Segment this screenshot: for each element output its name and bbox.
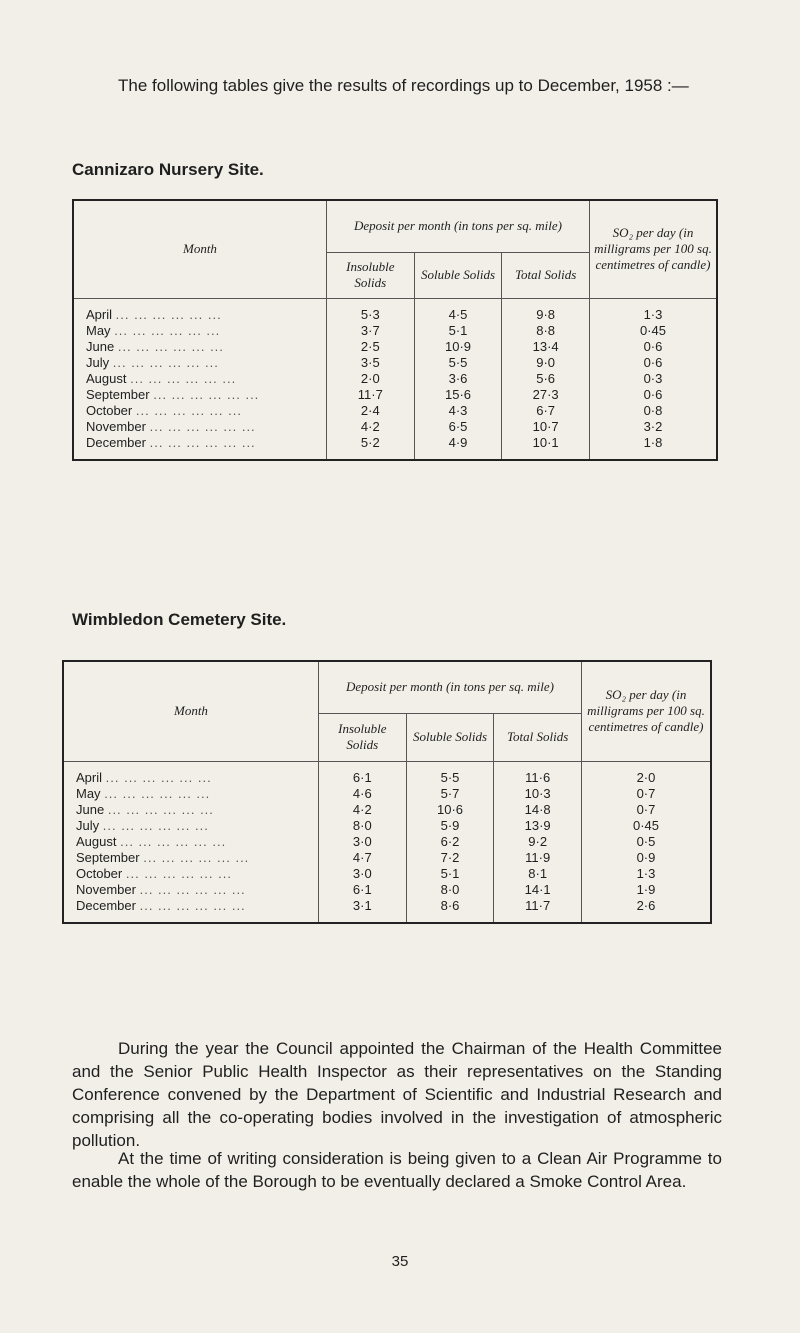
soluble-cell: 7·2 xyxy=(406,850,494,866)
month-cell: July xyxy=(76,817,100,833)
month-cell: May xyxy=(86,322,111,338)
insoluble-cell: 3·7 xyxy=(326,323,414,339)
paragraph-clean-air: At the time of writing consideration is being given to a Clean Air Programme to enable the whole of the Borough to be eventually declared a Smoke Control Area. xyxy=(72,1149,722,1191)
table-row: April ... ... ... ... ... ... 6·1 5·5 11·6 2·0 xyxy=(63,761,711,786)
insoluble-header: Insoluble Solids xyxy=(326,252,414,298)
so2-cell: 0·6 xyxy=(589,339,717,355)
insoluble-cell: 6·1 xyxy=(318,761,406,786)
soluble-cell: 4·9 xyxy=(414,435,502,460)
total-cell: 27·3 xyxy=(502,387,590,403)
so2-cell: 1·9 xyxy=(581,882,711,898)
month-cell: December xyxy=(86,434,146,450)
soluble-cell: 6·2 xyxy=(406,834,494,850)
table-row: May ... ... ... ... ... ... 3·7 5·1 8·8 0·45 xyxy=(73,323,717,339)
total-cell: 9·0 xyxy=(502,355,590,371)
soluble-header: Soluble Solids xyxy=(406,713,494,761)
so2-cell: 1·3 xyxy=(589,298,717,323)
insoluble-cell: 3·5 xyxy=(326,355,414,371)
total-cell: 9·2 xyxy=(494,834,582,850)
month-cell: November xyxy=(86,418,146,434)
total-cell: 13·9 xyxy=(494,818,582,834)
so2-header: SO₂ per day (in milligrams per 100 sq. centimetres of candle) xyxy=(589,200,717,298)
total-cell: 14·8 xyxy=(494,802,582,818)
insoluble-cell: 11·7 xyxy=(326,387,414,403)
soluble-header: Soluble Solids xyxy=(414,252,502,298)
total-cell: 11·9 xyxy=(494,850,582,866)
total-cell: 13·4 xyxy=(502,339,590,355)
insoluble-cell: 2·0 xyxy=(326,371,414,387)
table-row: April ... ... ... ... ... ... 5·3 4·5 9·8 1·3 xyxy=(73,298,717,323)
soluble-cell: 8·6 xyxy=(406,898,494,923)
month-header: Month xyxy=(63,661,318,761)
so2-header: SO₂ per day (in milligrams per 100 sq. centimetres of candle) xyxy=(581,661,711,761)
total-cell: 8·1 xyxy=(494,866,582,882)
month-cell: December xyxy=(76,897,136,913)
month-cell: August xyxy=(76,833,117,849)
total-cell: 14·1 xyxy=(494,882,582,898)
table-row: August ... ... ... ... ... ... 2·0 3·6 5·6 0·3 xyxy=(73,371,717,387)
soluble-cell: 5·9 xyxy=(406,818,494,834)
month-header: Month xyxy=(73,200,326,298)
insoluble-cell: 3·0 xyxy=(318,866,406,882)
insoluble-header: Insoluble Solids xyxy=(318,713,406,761)
so2-cell: 2·0 xyxy=(581,761,711,786)
table-row: December ... ... ... ... ... ... 3·1 8·6 11·7 2·6 xyxy=(63,898,711,923)
table-row: September ... ... ... ... ... ... 4·7 7·2 11·9 0·9 xyxy=(63,850,711,866)
month-cell: September xyxy=(86,386,150,402)
so2-cell: 1·3 xyxy=(581,866,711,882)
table-row: July ... ... ... ... ... ... 3·5 5·5 9·0 0·6 xyxy=(73,355,717,371)
so2-cell: 0·8 xyxy=(589,403,717,419)
so2-cell: 0·5 xyxy=(581,834,711,850)
deposit-header: Deposit per month (in tons per sq. mile) xyxy=(318,661,581,713)
table-row: July ... ... ... ... ... ... 8·0 5·9 13·9 0·45 xyxy=(63,818,711,834)
month-cell: June xyxy=(76,801,105,817)
total-cell: 9·8 xyxy=(502,298,590,323)
total-cell: 11·6 xyxy=(494,761,582,786)
month-cell: November xyxy=(76,881,136,897)
month-cell: May xyxy=(76,785,101,801)
insoluble-cell: 6·1 xyxy=(318,882,406,898)
so2-cell: 0·7 xyxy=(581,786,711,802)
total-cell: 10·3 xyxy=(494,786,582,802)
total-cell: 8·8 xyxy=(502,323,590,339)
soluble-cell: 4·5 xyxy=(414,298,502,323)
table-row: November ... ... ... ... ... ... 4·2 6·5 10·7 3·2 xyxy=(73,419,717,435)
table-row: June ... ... ... ... ... ... 2·5 10·9 13·4 0·6 xyxy=(73,339,717,355)
paragraph-standing-conference: During the year the Council appointed the Chairman of the Health Committee and the Senior Public Health Inspector as their representatives on the Standing Conference convened by the Department of Scientific and Industrial Research and comprising all the co-operating bodies involved in the investigation of atmospheric pollution. xyxy=(72,1039,722,1150)
soluble-cell: 10·9 xyxy=(414,339,502,355)
month-cell: September xyxy=(76,849,140,865)
month-cell: June xyxy=(86,338,115,354)
soluble-cell: 4·3 xyxy=(414,403,502,419)
total-header: Total Solids xyxy=(502,252,590,298)
so2-cell: 0·9 xyxy=(581,850,711,866)
soluble-cell: 10·6 xyxy=(406,802,494,818)
insoluble-cell: 4·6 xyxy=(318,786,406,802)
cannizaro-table xyxy=(72,199,718,461)
total-cell: 11·7 xyxy=(494,898,582,923)
month-cell: October xyxy=(86,402,133,418)
month-cell: April xyxy=(76,769,103,785)
site-title-wimbledon: Wimbledon Cemetery Site. xyxy=(72,610,287,629)
soluble-cell: 8·0 xyxy=(406,882,494,898)
so2-cell: 0·3 xyxy=(589,371,717,387)
soluble-cell: 15·6 xyxy=(414,387,502,403)
table-row: December ... ... ... ... ... ... 5·2 4·9 10·1 1·8 xyxy=(73,435,717,460)
so2-cell: 0·45 xyxy=(589,323,717,339)
soluble-cell: 5·5 xyxy=(406,761,494,786)
total-cell: 10·7 xyxy=(502,419,590,435)
table-row: May ... ... ... ... ... ... 4·6 5·7 10·3 0·7 xyxy=(63,786,711,802)
soluble-cell: 6·5 xyxy=(414,419,502,435)
so2-cell: 0·7 xyxy=(581,802,711,818)
insoluble-cell: 8·0 xyxy=(318,818,406,834)
insoluble-cell: 5·3 xyxy=(326,298,414,323)
soluble-cell: 5·1 xyxy=(414,323,502,339)
site-title-cannizaro: Cannizaro Nursery Site. xyxy=(72,160,264,179)
table-row: November ... ... ... ... ... ... 6·1 8·0 14·1 1·9 xyxy=(63,882,711,898)
deposit-header: Deposit per month (in tons per sq. mile) xyxy=(326,200,589,252)
insoluble-cell: 4·2 xyxy=(318,802,406,818)
intro-text: The following tables give the results of recordings up to December, 1958 :— xyxy=(118,76,689,95)
table-row: October ... ... ... ... ... ... 3·0 5·1 8·1 1·3 xyxy=(63,866,711,882)
table-row: October ... ... ... ... ... ... 2·4 4·3 6·7 0·8 xyxy=(73,403,717,419)
insoluble-cell: 3·1 xyxy=(318,898,406,923)
so2-cell: 1·8 xyxy=(589,435,717,460)
so2-cell: 0·45 xyxy=(581,818,711,834)
total-cell: 6·7 xyxy=(502,403,590,419)
so2-cell: 0·6 xyxy=(589,355,717,371)
insoluble-cell: 4·2 xyxy=(326,419,414,435)
month-cell: October xyxy=(76,865,123,881)
so2-cell: 0·6 xyxy=(589,387,717,403)
soluble-cell: 5·5 xyxy=(414,355,502,371)
so2-cell: 2·6 xyxy=(581,898,711,923)
table-row: August ... ... ... ... ... ... 3·0 6·2 9·2 0·5 xyxy=(63,834,711,850)
table-row: June ... ... ... ... ... ... 4·2 10·6 14·8 0·7 xyxy=(63,802,711,818)
insoluble-cell: 2·4 xyxy=(326,403,414,419)
total-header: Total Solids xyxy=(494,713,582,761)
total-cell: 10·1 xyxy=(502,435,590,460)
insoluble-cell: 3·0 xyxy=(318,834,406,850)
insoluble-cell: 5·2 xyxy=(326,435,414,460)
month-cell: July xyxy=(86,354,110,370)
total-cell: 5·6 xyxy=(502,371,590,387)
insoluble-cell: 2·5 xyxy=(326,339,414,355)
page-number: 35 xyxy=(391,1253,409,1270)
soluble-cell: 5·1 xyxy=(406,866,494,882)
wimbledon-table xyxy=(62,660,712,924)
table-row: September ... ... ... ... ... ... 11·7 15·6 27·3 0·6 xyxy=(73,387,717,403)
soluble-cell: 3·6 xyxy=(414,371,502,387)
soluble-cell: 5·7 xyxy=(406,786,494,802)
insoluble-cell: 4·7 xyxy=(318,850,406,866)
month-cell: April xyxy=(86,306,113,322)
month-cell: August xyxy=(86,370,127,386)
so2-cell: 3·2 xyxy=(589,419,717,435)
